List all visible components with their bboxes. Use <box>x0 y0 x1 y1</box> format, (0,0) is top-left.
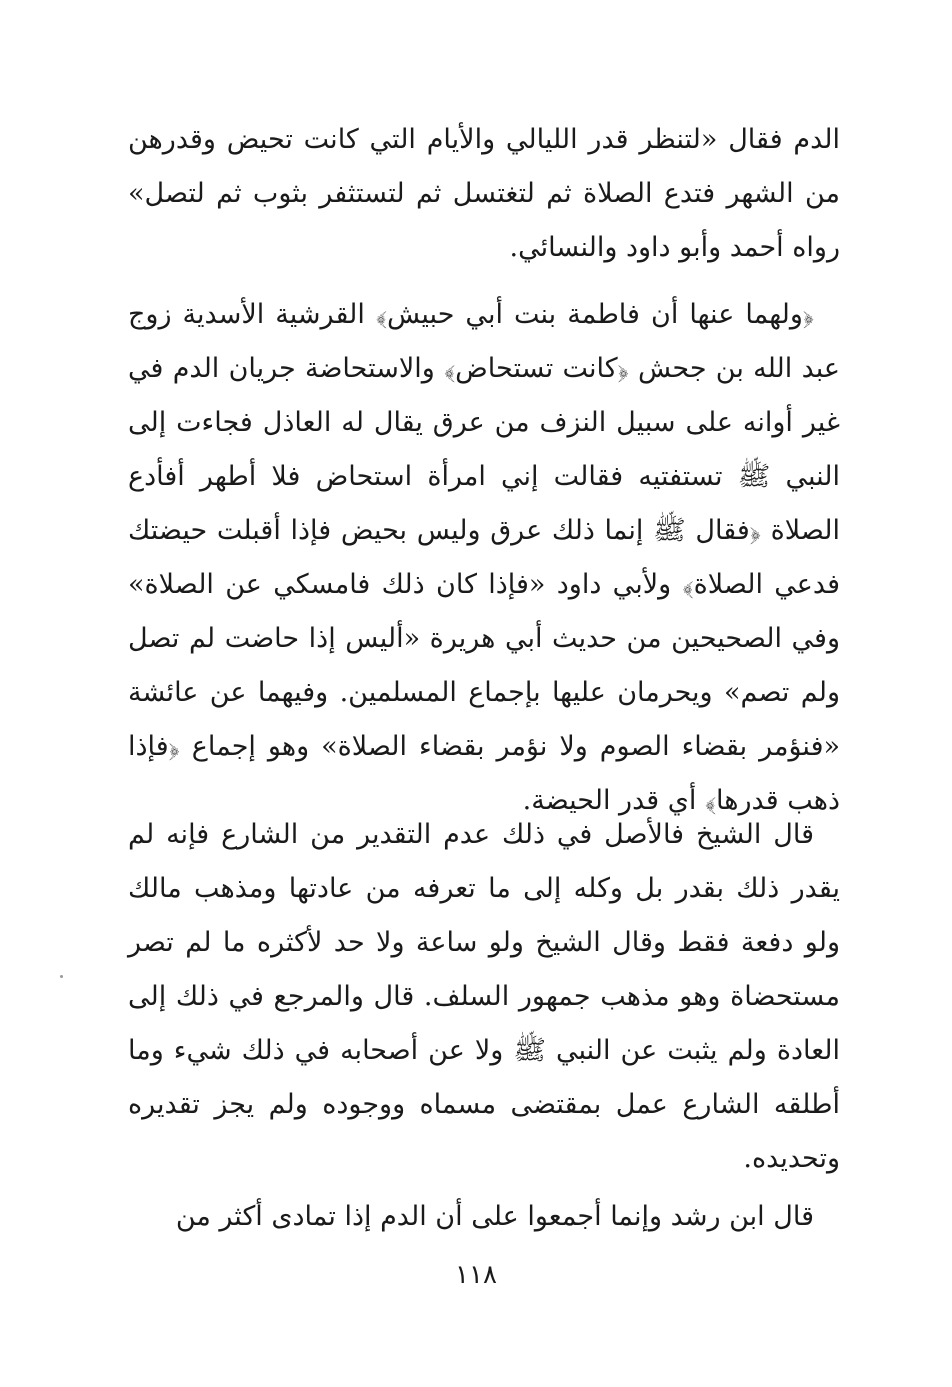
paragraph-fatima-hadith: ﴿ولهما عنها أن فاطمة بنت أبي حبيش﴾ القرشية الأسدية زوج عبد الله بن جحش ﴿كانت تستحاض﴾ والاستحاضة جريان الدم في غير أوانه على سبيل النزف من عرق يقال له العاذل فجاءت إلى النبي ﷺ تستفتيه فقالت إني امرأة استحاض فلا أطهر أفأدع الصلاة ﴿فقال ﷺ إنما ذلك عرق وليس بحيض فإذا أقبلت حيضتك فدعي الصلاة﴾ ولأبي داود «فإذا كان ذلك فامسكي عن الصلاة» وفي الصحيحين من حديث أبي هريرة «أليس إذا حاضت لم تصل ولم تصم» ويحرمان عليها بإجماع المسلمين. وفيهما عن عائشة «فنؤمر بقضاء الصوم ولا نؤمر بقضاء الصلاة» وهو إجماع ﴿فإذا ذهب قدرها﴾ أي قدر الحيضة. <box>128 299 840 816</box>
paragraph-sheikh-opinion: قال الشيخ فالأصل في ذلك عدم التقدير من الشارع فإنه لم يقدر ذلك بقدر بل وكله إلى ما تعرفه من عادتها ومذهب مالك ولو دفعة فقط وقال الشيخ ولو ساعة ولا حد لأكثره ما لم تصر مستحضاة وهو مذهب جمهور السلف. قال والمرجع في ذلك إلى العادة ولم يثبت عن النبي ﷺ ولا عن أصحابه في ذلك شيء وما أطلقه الشارع عمل بمقتضى مسماه ووجوده ولم يجز تقديره وتحديده. <box>128 819 840 1174</box>
page-number: ١١٨ <box>455 1260 497 1290</box>
paragraph-continuation: الدم فقال «لتنظر قدر الليالي والأيام التي كانت تحيض وقدرهن من الشهر فتدع الصلاة ثم لتغتسل ثم لتستثفر بثوب ثم لتصل» رواه أحمد وأبو داود والنسائي. <box>128 124 840 263</box>
paragraph-ibn-rushd: قال ابن رشد وإنما أجمعوا على أن الدم إذا تمادى أكثر من <box>175 1201 814 1232</box>
scan-speck <box>60 975 63 978</box>
